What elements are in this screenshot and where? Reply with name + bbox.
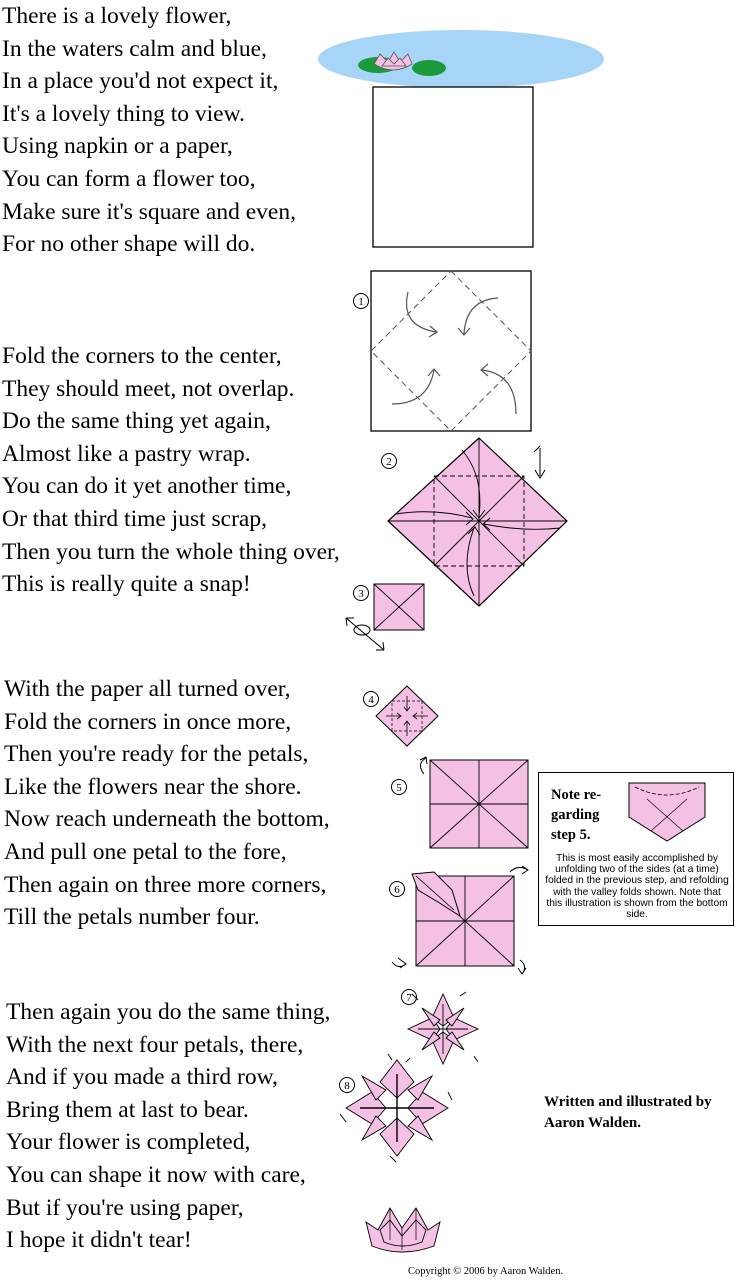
verse-line: And if you made a third row, [6,1064,278,1091]
verse-line: I hope it didn't tear! [6,1227,192,1254]
verse-1 [2,0,296,261]
verse-line: This is really quite a snap! [2,571,251,598]
verse-line: And pull one petal to the fore, [4,838,287,865]
verse-line: Then you're ready for the petals, [4,741,309,768]
verse-line: Then again on three more corners, [4,871,327,898]
verse-3 [4,673,330,934]
step5-number [390,778,408,796]
verse-line: In a place you'd not expect it, [2,68,279,95]
verse-4 [6,996,330,1257]
verse-line: Fold the corners in once more, [4,708,292,735]
verse-line: Bring them at last to bear. [6,1096,249,1123]
verse-line: Your flower is completed, [6,1129,251,1156]
verse-line: Make sure it's square and even, [2,198,296,225]
copyright-notice: Copyright © 2006 by Aaron Walden. [408,1266,564,1277]
verse-line: For no other shape will do. [2,231,256,258]
step4-diagram [374,684,440,748]
verse-line: Like the flowers near the shore. [4,773,302,800]
step1-diagram [370,270,532,432]
verse-line: There is a lovely flower, [2,3,232,29]
verse-line: You can shape it now with care, [6,1161,306,1188]
step-number-label: 5 [396,782,402,794]
step5-note [538,772,734,926]
verse-2 [2,340,340,601]
verse-line: It's a lovely thing to view. [2,100,245,127]
verse-line: But if you're using paper, [6,1194,244,1221]
verse-line: Then you turn the whole thing over, [2,538,340,565]
pond-illustration [316,28,606,90]
step-number-label: 1 [358,296,364,308]
step5-diagram [412,756,532,850]
verse-line: Till the petals number four. [4,904,260,931]
note-title: Note re-garding step 5. [551,787,602,843]
verse-line: Using napkin or a paper, [2,133,233,160]
verse-line: Fold the corners to the center, [2,343,282,369]
step-number-label: 2 [386,456,392,468]
step-number-label: 6 [394,884,400,896]
author-credit: Written and illustrated by Aaron Walden. [544,1094,712,1131]
finished-lotus [362,1200,444,1254]
verse-line: Then again you do the same thing, [6,999,331,1025]
verse-line: In the waters calm and blue, [2,35,267,62]
blank-square-diagram [372,86,534,248]
verse-line: With the next four petals, there, [6,1031,304,1058]
note-body: This is most easily accomplished by unfolding two of the sides (at a time) folded in the previous step, and refolding with the valley folds shown. Note that this illustration is shown from the bottom side. [545,853,729,921]
step-number-label: 4 [368,694,374,706]
verse-line: They should meet, not overlap. [2,375,295,402]
step6-diagram [388,862,536,974]
verse-line: Now reach underneath the bottom, [4,806,330,833]
verse-line: You can do it yet another time, [2,473,292,500]
step3-diagram [342,582,430,656]
verse-line: Do the same thing yet again, [2,408,271,435]
note-diagram [627,781,707,843]
verse-line: Or that third time just scrap, [2,505,267,532]
verse-line: With the paper all turned over, [4,676,291,702]
verse-line: Almost like a pastry wrap. [2,440,251,467]
step8-diagram [336,1052,458,1164]
verse-line: You can form a flower too, [2,165,256,192]
step-number-label: 7 [406,992,412,1004]
step-number-label: 8 [344,1080,350,1092]
step1-number [352,292,370,310]
step-number-label: 3 [358,588,364,600]
